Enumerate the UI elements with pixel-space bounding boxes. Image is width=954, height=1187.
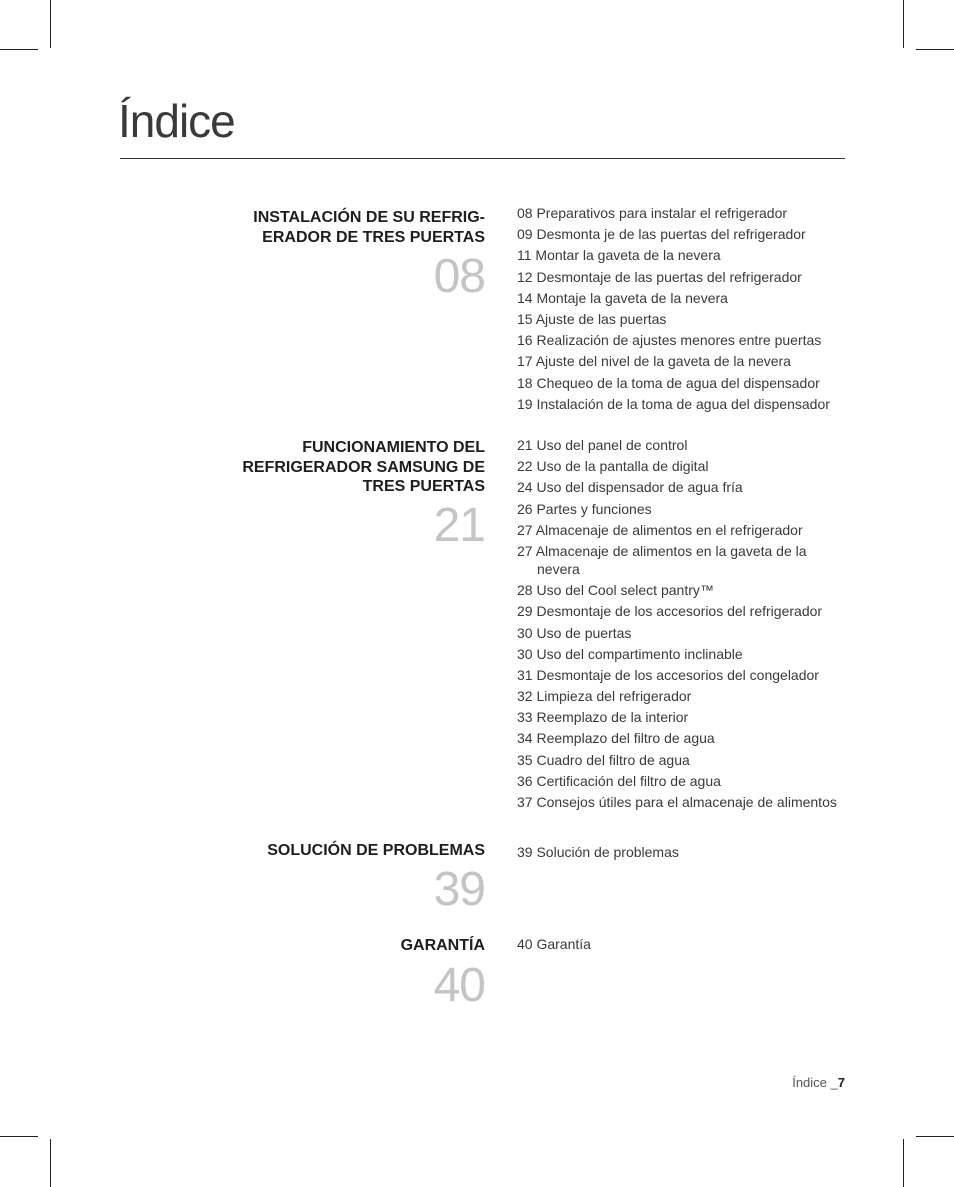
- section-number: 40: [433, 959, 485, 1012]
- toc-item[interactable]: 27 Almacenaje de alimentos en la gaveta de la nevera: [517, 542, 807, 577]
- toc-item[interactable]: 16 Realización de ajustes menores entre puertas: [517, 332, 822, 349]
- title-divider: [120, 158, 845, 159]
- toc-item[interactable]: 22 Uso de la pantalla de digital: [517, 458, 709, 475]
- section-number: 39: [433, 863, 485, 916]
- section-number: 21: [433, 499, 485, 552]
- crop-mark-bottom-right-v: [903, 1139, 904, 1187]
- toc-item[interactable]: 36 Certificación del filtro de agua: [517, 772, 721, 789]
- crop-mark-top-right-h: [916, 49, 954, 50]
- page-title: Índice: [118, 95, 235, 147]
- toc-item[interactable]: 11 Montar la gaveta de la nevera: [517, 247, 721, 264]
- section-heading-line: SOLUCIÓN DE PROBLEMAS: [267, 842, 485, 859]
- toc-item[interactable]: 14 Montaje la gaveta de la nevera: [517, 289, 728, 306]
- section-item-list: [517, 204, 847, 416]
- section-heading-line: ERADOR DE TRES PUERTAS: [262, 228, 485, 246]
- toc-item[interactable]: 34 Reemplazo del filtro de agua: [517, 730, 715, 747]
- toc-item[interactable]: 39 Solución de problemas: [517, 844, 679, 860]
- crop-mark-top-left-v: [50, 0, 51, 48]
- section-item-list: [517, 436, 847, 814]
- toc-item[interactable]: 15 Ajuste de las puertas: [517, 310, 667, 327]
- toc-item[interactable]: 30 Uso del compartimento inclinable: [517, 645, 743, 662]
- section-heading: [180, 438, 485, 497]
- section-heading: [180, 936, 485, 956]
- toc-item[interactable]: 24 Uso del dispensador de agua fría: [517, 479, 743, 496]
- toc-item[interactable]: 37 Consejos útiles para el almacenaje de alimentos: [517, 794, 837, 810]
- crop-mark-bottom-right-h: [916, 1136, 954, 1137]
- section-item-list: [517, 935, 847, 956]
- toc-item[interactable]: 31 Desmontaje de los accesorios del congelador: [517, 666, 819, 683]
- crop-mark-top-right-v: [903, 0, 904, 48]
- crop-mark-bottom-left-v: [50, 1139, 51, 1187]
- section-item-list: [517, 843, 847, 864]
- toc-item[interactable]: 27 Almacenaje de alimentos en el refrigerador: [517, 521, 803, 538]
- page-footer: [792, 1075, 845, 1090]
- toc-item[interactable]: 35 Cuadro del filtro de agua: [517, 751, 690, 768]
- toc-item[interactable]: 33 Reemplazo de la interior: [517, 709, 689, 726]
- section-heading: [180, 208, 485, 247]
- section-heading-line: TRES PUERTAS: [362, 478, 485, 495]
- toc-item[interactable]: 17 Ajuste del nivel de la gaveta de la nevera: [517, 353, 791, 370]
- toc-item[interactable]: 09 Desmonta je de las puertas del refrigerador: [517, 226, 806, 243]
- footer-label: Índice _: [792, 1075, 838, 1090]
- toc-item[interactable]: 28 Uso del Cool select pantry™: [517, 582, 714, 599]
- toc-item[interactable]: 18 Chequeo de la toma de agua del dispensador: [517, 374, 820, 391]
- toc-item[interactable]: 19 Instalación de la toma de agua del dispensador: [517, 395, 830, 412]
- toc-item[interactable]: 26 Partes y funciones: [517, 500, 652, 517]
- crop-mark-top-left-h: [0, 49, 38, 50]
- toc-item[interactable]: 08 Preparativos para instalar el refrigerador: [517, 205, 788, 221]
- page-number: 7: [837, 1075, 845, 1090]
- section-heading: [180, 841, 485, 861]
- toc-item[interactable]: 40 Garantía: [517, 936, 591, 952]
- section-heading-line: FUNCIONAMIENTO DEL: [302, 439, 485, 456]
- toc-item[interactable]: 21 Uso del panel de control: [517, 437, 688, 453]
- crop-mark-bottom-left-h: [0, 1136, 38, 1137]
- section-heading-line: GARANTÍA: [400, 937, 485, 954]
- section-heading-line: REFRIGERADOR SAMSUNG DE: [242, 458, 485, 476]
- section-number: 08: [433, 250, 485, 303]
- toc-item[interactable]: 32 Limpieza del refrigerador: [517, 688, 692, 705]
- toc-item[interactable]: 30 Uso de puertas: [517, 624, 632, 641]
- toc-item[interactable]: 12 Desmontaje de las puertas del refrigerador: [517, 268, 802, 285]
- toc-item[interactable]: 29 Desmontaje de los accesorios del refrigerador: [517, 603, 823, 620]
- section-heading-line: INSTALACIÓN DE SU REFRIG-: [253, 209, 485, 226]
